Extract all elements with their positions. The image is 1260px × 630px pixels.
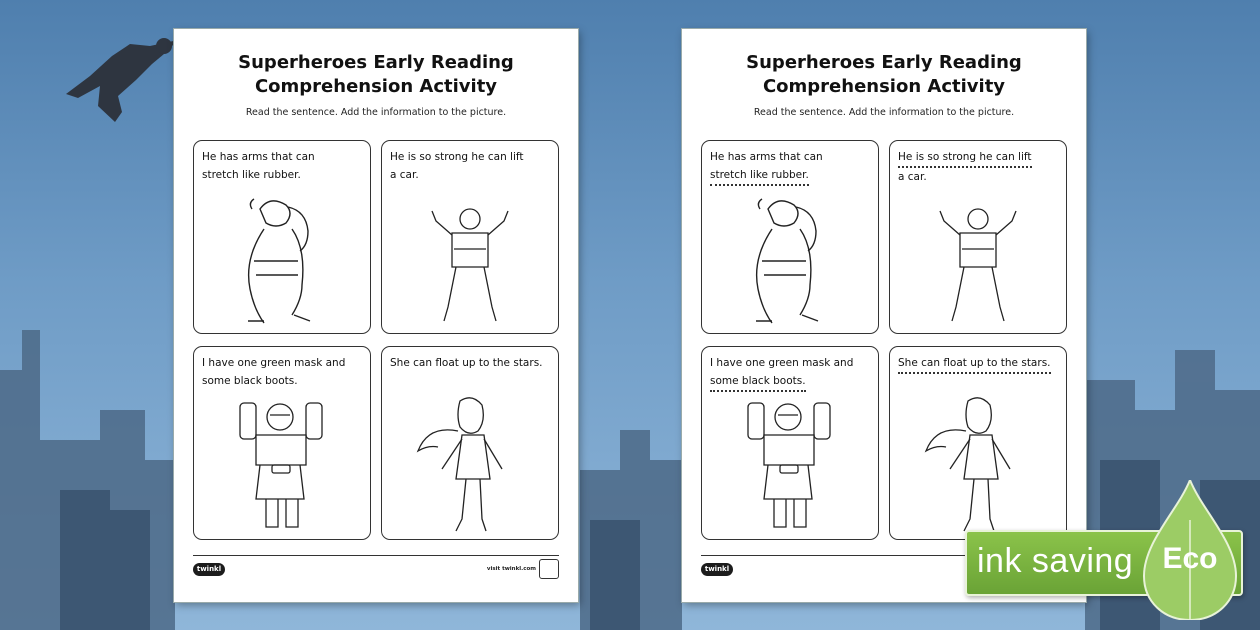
card-sentence: [898, 148, 1060, 186]
title-line-2: Comprehension Activity: [762, 76, 1006, 97]
card-sentence: [390, 354, 552, 372]
eco-label: Eco: [1162, 542, 1218, 575]
card-line: a car.: [898, 171, 927, 183]
worksheet-title: [174, 51, 578, 99]
quality-badge-icon: [539, 559, 559, 579]
title-line-2: Comprehension Activity: [254, 76, 498, 97]
card-sentence: [202, 354, 364, 390]
worksheet-instruction: Read the sentence. Add the information to the picture.: [753, 107, 1015, 118]
activity-card-float: [381, 346, 559, 540]
title-line-1: Superheroes Early Reading: [238, 52, 514, 73]
card-line: stretch like rubber.: [202, 169, 301, 181]
card-line: She can float up to the stars.: [898, 354, 1051, 374]
card-line: He has arms that can: [202, 151, 315, 163]
masked-hero-drawing: [702, 395, 879, 535]
card-line: He is so strong he can lift: [390, 151, 524, 163]
activity-card-stretch: [701, 140, 879, 334]
twinkl-logo: twinkl: [701, 563, 733, 576]
floating-hero-drawing: [382, 395, 559, 535]
card-line: some black boots.: [710, 372, 806, 392]
activity-card-stretch: [193, 140, 371, 334]
floating-hero-drawing: [890, 395, 1067, 535]
footer-url: visit twinkl.com: [486, 566, 536, 572]
card-sentence: [710, 354, 872, 392]
card-line: a car.: [390, 169, 419, 181]
strong-hero-drawing: [890, 189, 1067, 329]
card-line: I have one green mask and: [710, 357, 854, 369]
card-sentence: [710, 148, 872, 186]
card-line: He has arms that can: [710, 151, 823, 163]
activity-card-mask: [193, 346, 371, 540]
footer-divider: [193, 555, 559, 556]
card-sentence: [898, 354, 1060, 374]
stretchy-hero-drawing: [702, 189, 879, 329]
worksheet-instruction: Read the sentence. Add the information to the picture.: [245, 107, 507, 118]
twinkl-logo: twinkl: [193, 563, 225, 576]
card-sentence: [202, 148, 364, 184]
activity-card-mask: [701, 346, 879, 540]
flying-superhero-silhouette: [60, 36, 180, 126]
card-sentence: [390, 148, 552, 184]
card-line: stretch like rubber.: [710, 166, 809, 186]
masked-hero-drawing: [194, 395, 371, 535]
worksheet-preview-standard: [174, 29, 578, 602]
activity-card-strong: [381, 140, 559, 334]
ink-saving-label: ink saving: [977, 542, 1134, 580]
card-line: She can float up to the stars.: [390, 357, 543, 369]
worksheet-preview-ink-saving: [682, 29, 1086, 602]
card-line: some black boots.: [202, 375, 298, 387]
strong-hero-drawing: [382, 189, 559, 329]
title-line-1: Superheroes Early Reading: [746, 52, 1022, 73]
worksheet-title: [682, 51, 1086, 99]
card-line: He is so strong he can lift: [898, 148, 1032, 168]
activity-card-strong: [889, 140, 1067, 334]
activity-card-float: [889, 346, 1067, 540]
card-line: I have one green mask and: [202, 357, 346, 369]
stretchy-hero-drawing: [194, 189, 371, 329]
